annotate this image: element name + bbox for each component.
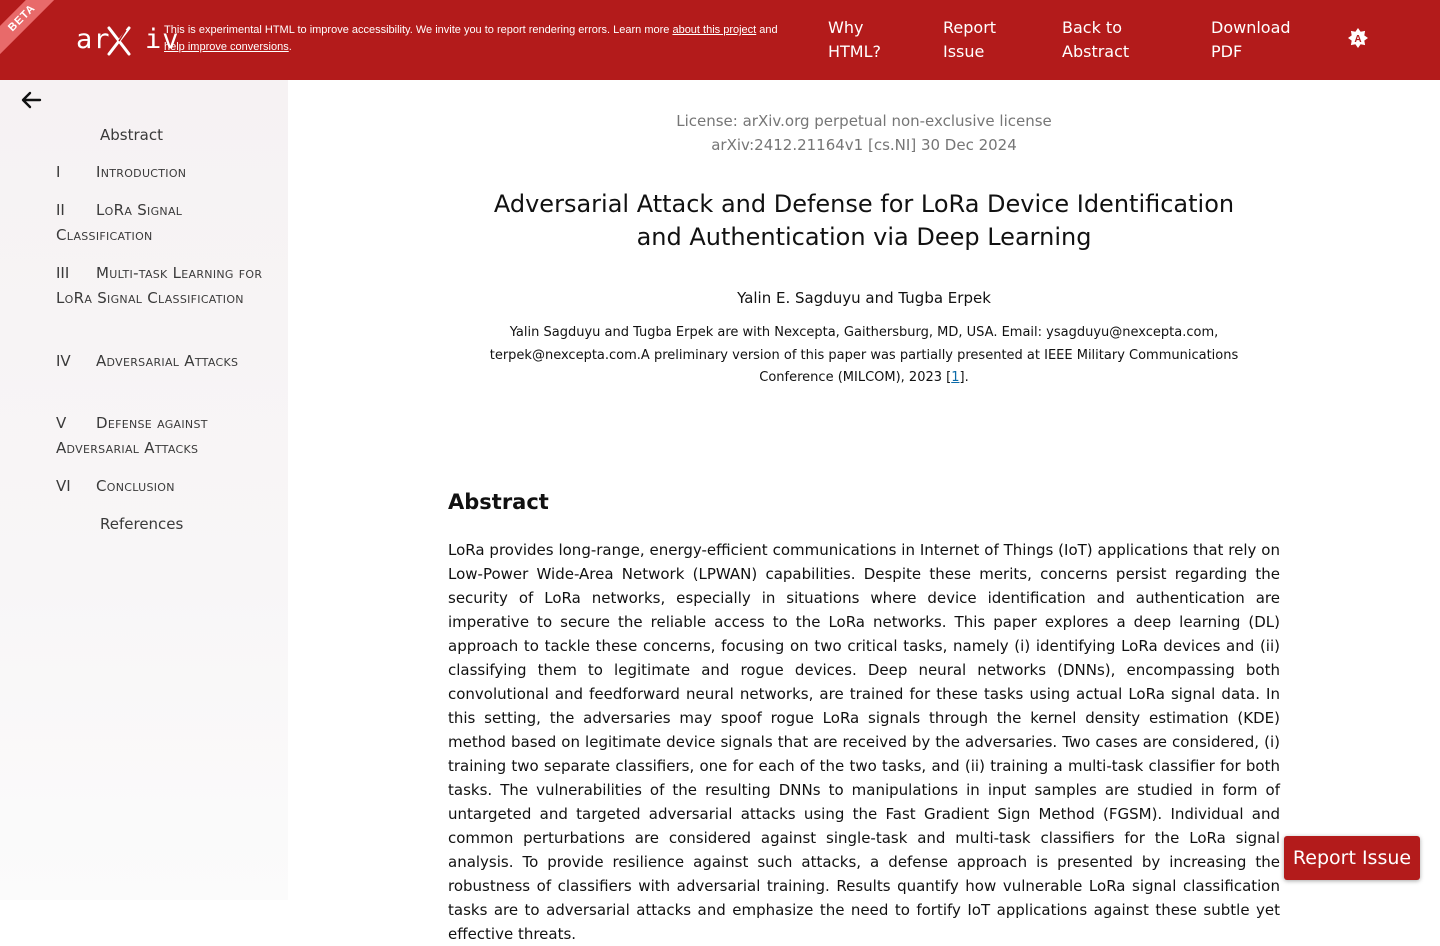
affiliation-text: Yalin Sagduyu and Tugba Erpek are with Nexcepta, Gaithersburg, MD, USA. Email: ysagduyu@nexcepta.com, terpek@nexcepta.com.A preliminary version of this paper was partially presented at IEEE Military Communications Conference (MILCOM), 2023 [ (489, 325, 1239, 385)
about-project-link[interactable]: about this project (672, 24, 757, 36)
experimental-notice (164, 22, 804, 56)
toc-item-abstract[interactable]: Abstract (100, 126, 163, 144)
paper-authors: Yalin E. Sagduyu and Tugba Erpek (737, 289, 991, 307)
toc-num: I (56, 163, 61, 181)
toc-label: Defense against Adversarial Attacks (56, 414, 208, 457)
abstract-body: LoRa provides long-range, energy-efficient communications in Internet of Things (IoT) applications that rely on Low-Power Wide-Area Network (LPWAN) capabilities. Despite these merits, concerns persist regarding the security of LoRa networks, especially in situations where device identification and authentication are imperative to secure the reliable access to the LoRa networks. This paper explores a deep learning (DL) approach to tackle these concerns, focusing on two critical tasks, namely (i) identifying LoRa devices and (ii) classifying them to legitimate and rogue devices. Deep neural networks (DNNs), encompassing both convolutional and feedforward neural networks, are trained for these tasks using actual LoRa signal data. In this setting, the adversaries may spoof rogue LoRa signals through the kernel density estimation (KDE) method based on legitimate device signals that are received by the adversaries. Two cases are considered, (i) training two separate classifiers, one for each of the two tasks, and (ii) training a multi-task classifier for both tasks. The vulnerabilities of the resulting DNNs to manipulations in input samples are studied in form of untargeted and targeted adversarial attacks using the Fast Gradient Sign Method (FGSM). Individual and common perturbations are considered against single-task and multi-task classifiers for the LoRa signal analysis. To provide resilience against such attacks, a defense approach is presented by increasing the robustness of classifiers with adversarial training. Results quantify how vulnerable LoRa signal classification tasks are to adversarial attacks and emphasize the need to fortify IoT applications against these subtle yet effective threats. (448, 541, 1280, 943)
beta-ribbon: BETA (0, 0, 64, 60)
toc-sidebar (0, 80, 288, 900)
notice-text: This is experimental HTML to improve accessibility. We invite you to report rendering errors. Learn more (164, 24, 670, 36)
toc-item-references[interactable]: References (100, 515, 184, 533)
toc-num: IV (56, 352, 71, 370)
toc-label: Introduction (96, 163, 187, 181)
toc-item-conclusion[interactable] (56, 474, 266, 499)
paper-title: Adversarial Attack and Defense for LoRa Device Identification and Authentication via Deep Learning (493, 190, 1235, 251)
back-to-abstract-link[interactable]: Back to Abstract (1062, 18, 1130, 61)
arxiv-x-icon (106, 24, 132, 56)
toc-num: V (56, 414, 67, 432)
notice-and: and (759, 24, 778, 36)
author-affiliation (464, 322, 1264, 390)
theme-toggle-icon[interactable] (1348, 28, 1368, 48)
arxiv-identifier: arXiv:2412.21164v1 [cs.NI] 30 Dec 2024 (711, 136, 1017, 154)
toc-label: Adversarial Attacks (96, 352, 239, 370)
report-issue-link[interactable]: Report Issue (943, 18, 997, 61)
toc-label: LoRa Signal Classification (56, 201, 183, 244)
why-html-link[interactable]: Why HTML? (828, 18, 882, 61)
toc-num: VI (56, 477, 71, 495)
toc-label: Multi-task Learning for LoRa Signal Classification (56, 264, 263, 307)
license-block (288, 109, 1440, 157)
toc-item-adversarial-attacks[interactable] (56, 349, 266, 374)
toc-item-defense[interactable] (56, 411, 266, 461)
affiliation-end: ]. (959, 370, 969, 385)
arxiv-logo[interactable] (76, 22, 180, 58)
toc-item-multi-task-learning[interactable] (56, 261, 266, 311)
abstract-heading: Abstract (448, 490, 549, 514)
collapse-toc-arrow-icon[interactable] (20, 90, 42, 110)
download-pdf-link[interactable]: Download PDF (1211, 18, 1291, 61)
arxiv-logo-text: ar iv (76, 24, 180, 55)
license-text: License: arXiv.org perpetual non-exclusive license (676, 112, 1052, 130)
top-header (0, 0, 1440, 80)
svg-text:A: A (1354, 34, 1362, 45)
help-improve-link[interactable]: help improve conversions (164, 41, 289, 53)
floating-report-issue-button[interactable]: Report Issue (1284, 836, 1420, 880)
citation-link[interactable]: 1 (951, 370, 960, 385)
toc-item-introduction[interactable] (56, 160, 266, 185)
toc-item-lora-signal-classification[interactable] (56, 198, 266, 248)
notice-end: . (288, 41, 292, 53)
toc-num: III (56, 264, 70, 282)
toc-label: Conclusion (96, 477, 175, 495)
paper-content (288, 80, 1440, 943)
toc-num: II (56, 201, 65, 219)
